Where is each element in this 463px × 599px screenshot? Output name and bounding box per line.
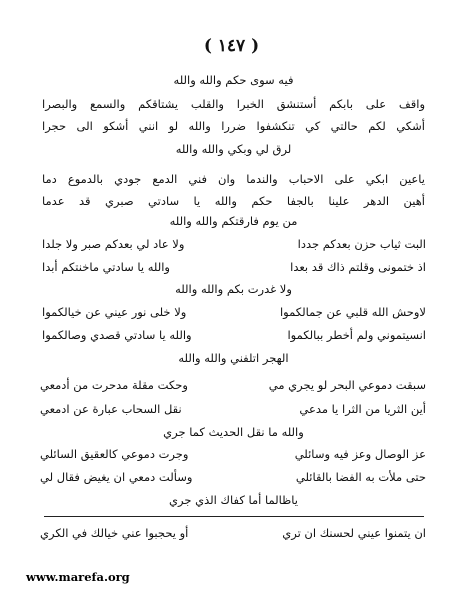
poem-line: ياعين ابكي على الاحباب والندما وان فني الدمع جودي بالدموع دما [42,172,425,186]
poem-line: ولا غدرت بكم والله والله [175,282,292,296]
poem-hemistich-right: ان يتمنوا عيني لحسنك ان تري [282,526,426,540]
footer-url: www.marefa.org [26,570,130,584]
poem-hemistich-right: أين الثريا من الثرا يا مدعي [299,402,426,416]
poem-hemistich-left: أو يحجبوا عني خيالك في الكري [40,526,189,540]
poem-hemistich-left: وسألت دمعي ان يغيض فقال لي [40,470,193,484]
poem-line: لرق لي وبكي والله والله [175,142,292,156]
poem-line: من يوم فارقتكم والله والله [169,214,298,228]
poem-hemistich-right: انسيتموني ولم أخطر ببالكموا [287,328,426,342]
poem-hemistich-right: عز الوصال وعز فيه وسائلي [294,447,426,461]
poem-hemistich-right: حتى ملأت به الفضا بالقائلي [295,470,426,484]
poem-hemistich-left: والله يا سادتي ماخنتكم أبدا [42,260,170,274]
poem-line: فيه سوى حكم والله والله [173,73,294,87]
poem-hemistich-right: لاوحش الله قلبي عن جمالكموا [279,305,426,319]
poem-hemistich-right: اذ ختمونى وقلتم ذاك قد بعدا [290,260,426,274]
poem-line: أهين الدهر علينا بالجفا حكم والله يا سادتي صبري قد عدما [42,194,425,208]
poem-hemistich-left: والله يا سادتي قصدي وصالكموا [42,328,192,342]
poem-hemistich-left: ولا عاد لي بعدكم صبر ولا جلدا [42,237,185,251]
poem-hemistich-left: وحكت مقلة مدحرت من أدمعي [40,378,188,392]
poem-line: واقف على بابكم أستنشق الخبرا والقلب يشتاقكم والسمع والبصرا [42,97,425,111]
poem-hemistich-left: ولا خلى نور عيني عن خيالكموا [42,305,187,319]
divider [44,516,424,517]
poem-line: والله ما نقل الحديث كما جري [163,425,304,439]
poem-hemistich-left: نقل السحاب عبارة عن ادمعي [40,402,182,416]
poem-hemistich-right: سبقت دموعي البحر لو يجري مي [268,378,426,392]
poem-line: الهجر اتلفني والله والله [178,351,289,365]
poem-line: ياظالما أما كفاك الذي جري [169,493,298,507]
page-number: ( ١٤٧ ) [203,36,260,56]
poem-line: أشكي لكم حالتي كي تنكشفوا ضررا والله لو انني أشكو الى حجرا [42,119,425,133]
poem-hemistich-right: البت ثياب حزن بعدكم جددا [297,237,426,251]
poem-hemistich-left: وجرت دموعي كالعقيق السائلي [40,447,189,461]
